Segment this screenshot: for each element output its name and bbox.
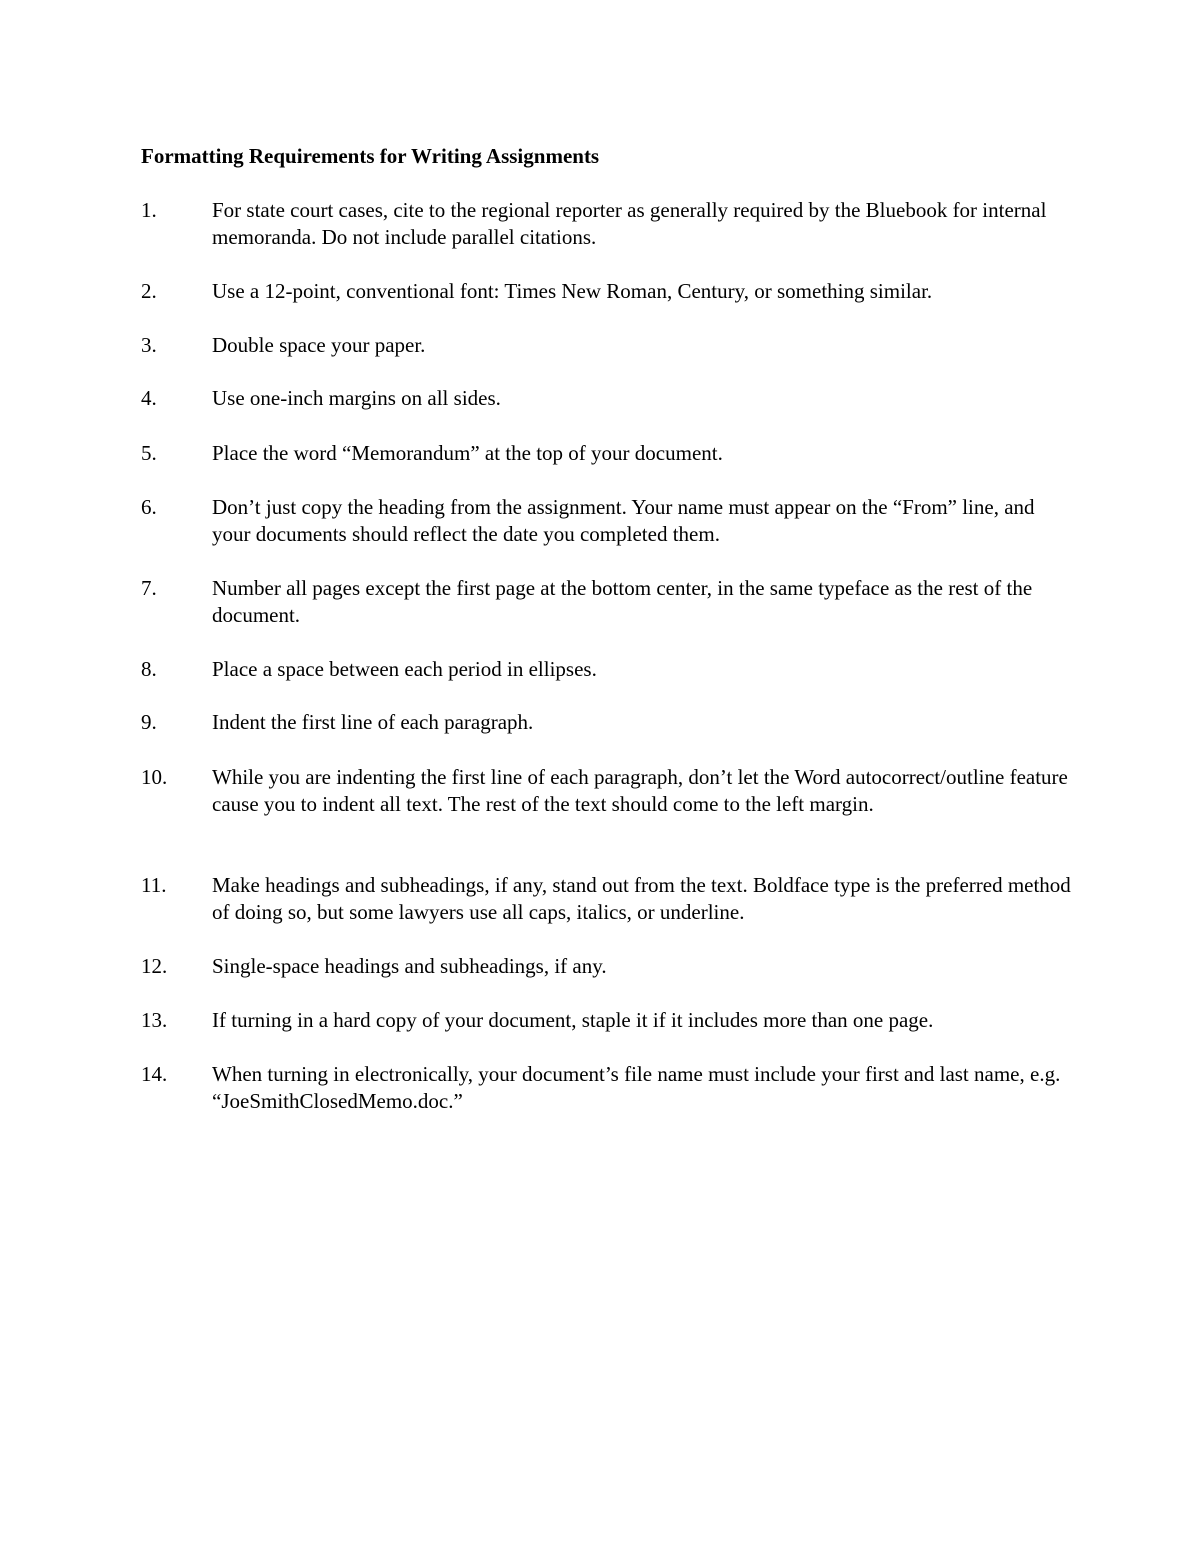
item-text: Use one-inch margins on all sides. <box>212 386 501 410</box>
item-text: Number all pages except the first page at the bottom center, in the same typeface as the rest of the document. <box>212 576 1033 627</box>
item-text: Don’t just copy the heading from the assignment. Your name must appear on the “From” line, and your documents should reflect the date you completed them. <box>212 495 1035 546</box>
list-item-2 <box>141 278 1071 305</box>
document-title: Formatting Requirements for Writing Assignments <box>141 144 600 168</box>
list-item-4 <box>141 385 1071 412</box>
item-number: 9. <box>141 710 157 734</box>
item-text: While you are indenting the first line of each paragraph, don’t let the Word autocorrect/outline feature cause you to indent all text. The rest of the text should come to the left margin. <box>212 765 1068 816</box>
item-text: Place a space between each period in ellipses. <box>212 657 597 681</box>
item-text: Single-space headings and subheadings, if any. <box>212 954 607 978</box>
item-text: Double space your paper. <box>212 333 426 357</box>
item-number: 6. <box>141 495 157 519</box>
item-text: When turning in electronically, your document’s file name must include your first and last name, e.g. “JoeSmithClosedMemo.doc.” <box>212 1062 1061 1113</box>
list-item-10 <box>141 764 1071 818</box>
list-item-3 <box>141 332 1071 359</box>
item-number: 4. <box>141 386 157 410</box>
item-text: Indent the first line of each paragraph. <box>212 710 534 734</box>
list-item-11 <box>141 872 1071 926</box>
item-number: 10. <box>141 765 168 789</box>
item-text: Make headings and subheadings, if any, stand out from the text. Boldface type is the preferred method of doing so, but some lawyers use all caps, italics, or underline. <box>212 873 1071 924</box>
item-number: 7. <box>141 576 157 600</box>
list-item-14 <box>141 1061 1071 1115</box>
item-number: 12. <box>141 954 168 978</box>
list-item-8 <box>141 656 1071 683</box>
item-number: 3. <box>141 333 157 357</box>
list-item-12 <box>141 953 1071 980</box>
item-number: 14. <box>141 1062 168 1086</box>
list-item-7 <box>141 575 1071 629</box>
item-number: 8. <box>141 657 157 681</box>
list-item-9 <box>141 709 1071 736</box>
item-text: Use a 12-point, conventional font: Times New Roman, Century, or something similar. <box>212 279 933 303</box>
item-text: Place the word “Memorandum” at the top of your document. <box>212 441 723 465</box>
item-number: 5. <box>141 441 157 465</box>
item-text: If turning in a hard copy of your document, staple it if it includes more than one page. <box>212 1008 934 1032</box>
list-item-6 <box>141 494 1071 548</box>
list-item-13 <box>141 1007 1071 1034</box>
list-item-1 <box>141 197 1071 251</box>
item-number: 11. <box>141 873 167 897</box>
item-number: 2. <box>141 279 157 303</box>
item-text: For state court cases, cite to the regional reporter as generally required by the Bluebook for internal memoranda. Do not include parallel citations. <box>212 198 1047 249</box>
item-number: 1. <box>141 198 157 222</box>
list-item-5 <box>141 440 1071 467</box>
item-number: 13. <box>141 1008 168 1032</box>
